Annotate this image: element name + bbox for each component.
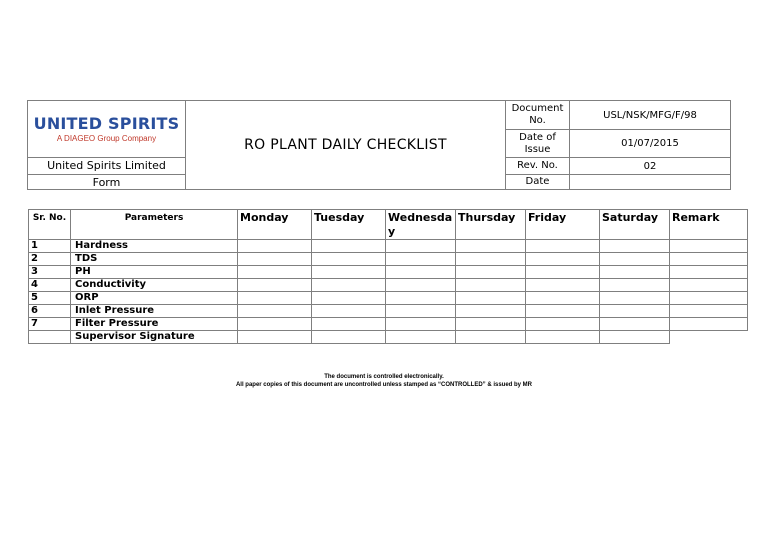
cell-monday[interactable] — [238, 240, 312, 253]
signature-cell-remark — [670, 331, 748, 344]
cell-thursday[interactable] — [456, 266, 526, 279]
cell-remark[interactable] — [670, 253, 748, 266]
row-sr-no: 4 — [29, 279, 71, 292]
table-row — [29, 240, 748, 253]
cell-wednesday[interactable] — [386, 318, 456, 331]
col-monday: Monday — [238, 210, 312, 240]
col-wednesday: Wednesday — [386, 210, 456, 240]
cell-monday[interactable] — [238, 253, 312, 266]
table-header-row — [29, 210, 748, 240]
row-sr-no: 7 — [29, 318, 71, 331]
cell-tuesday[interactable] — [312, 253, 386, 266]
signature-label: Supervisor Signature — [71, 331, 238, 344]
cell-remark[interactable] — [670, 305, 748, 318]
form-label: Form — [28, 174, 186, 189]
table-row — [29, 253, 748, 266]
cell-remark[interactable] — [670, 279, 748, 292]
signature-cell-wednesday[interactable] — [386, 331, 456, 344]
signature-cell-thursday[interactable] — [456, 331, 526, 344]
row-parameter: PH — [71, 266, 238, 279]
meta-label-date: Date — [506, 174, 570, 189]
cell-wednesday[interactable] — [386, 279, 456, 292]
col-saturday: Saturday — [600, 210, 670, 240]
cell-tuesday[interactable] — [312, 318, 386, 331]
cell-monday[interactable] — [238, 318, 312, 331]
cell-friday[interactable] — [526, 266, 600, 279]
row-parameter: Filter Pressure — [71, 318, 238, 331]
cell-friday[interactable] — [526, 292, 600, 305]
document-title: RO PLANT DAILY CHECKLIST — [186, 101, 506, 189]
cell-remark[interactable] — [670, 292, 748, 305]
table-row — [29, 266, 748, 279]
footer-note-1: The document is controlled electronically. — [324, 374, 444, 380]
row-sr-no: 1 — [29, 240, 71, 253]
row-parameter: Inlet Pressure — [71, 305, 238, 318]
meta-value-date[interactable] — [570, 174, 730, 189]
cell-wednesday[interactable] — [386, 240, 456, 253]
cell-friday[interactable] — [526, 279, 600, 292]
cell-wednesday[interactable] — [386, 266, 456, 279]
meta-label-date-of-issue: Date of Issue — [506, 129, 570, 157]
cell-friday[interactable] — [526, 305, 600, 318]
cell-friday[interactable] — [526, 253, 600, 266]
row-parameter: Conductivity — [71, 279, 238, 292]
signature-sr-blank — [29, 331, 71, 344]
meta-value-rev-no: 02 — [570, 157, 730, 174]
cell-remark[interactable] — [670, 240, 748, 253]
col-sr-no: Sr. No. — [29, 210, 71, 240]
col-tuesday: Tuesday — [312, 210, 386, 240]
cell-saturday[interactable] — [600, 305, 670, 318]
cell-saturday[interactable] — [600, 240, 670, 253]
row-sr-no: 2 — [29, 253, 71, 266]
col-friday: Friday — [526, 210, 600, 240]
cell-thursday[interactable] — [456, 305, 526, 318]
row-parameter: ORP — [71, 292, 238, 305]
cell-wednesday[interactable] — [386, 305, 456, 318]
signature-row — [29, 331, 748, 344]
col-remark: Remark — [670, 210, 748, 240]
logo-text: UNITED SPIRITS — [33, 113, 180, 133]
cell-saturday[interactable] — [600, 253, 670, 266]
signature-cell-tuesday[interactable] — [312, 331, 386, 344]
cell-monday[interactable] — [238, 266, 312, 279]
col-parameters: Parameters — [71, 210, 238, 240]
meta-value-document-no: USL/NSK/MFG/F/98 — [603, 109, 697, 121]
table-row — [29, 279, 748, 292]
row-sr-no: 5 — [29, 292, 71, 305]
meta-value-date-of-issue: 01/07/2015 — [570, 129, 730, 157]
cell-monday[interactable] — [238, 279, 312, 292]
cell-monday[interactable] — [238, 292, 312, 305]
meta-label-document-no: Document No. — [506, 101, 570, 129]
signature-cell-saturday[interactable] — [600, 331, 670, 344]
cell-tuesday[interactable] — [312, 266, 386, 279]
cell-thursday[interactable] — [456, 292, 526, 305]
signature-cell-monday[interactable] — [238, 331, 312, 344]
row-parameter: TDS — [71, 253, 238, 266]
signature-cell-friday[interactable] — [526, 331, 600, 344]
logo-subtext: A DIAGEO Group Company — [56, 133, 157, 143]
cell-thursday[interactable] — [456, 240, 526, 253]
cell-tuesday[interactable] — [312, 240, 386, 253]
cell-monday[interactable] — [238, 305, 312, 318]
footer-note-2: All paper copies of this document are uncontrolled unless stamped as “CONTROLLED” & issued by MR — [235, 382, 533, 388]
cell-saturday[interactable] — [600, 279, 670, 292]
table-row — [29, 292, 748, 305]
row-parameter: Hardness — [71, 240, 238, 253]
row-sr-no: 6 — [29, 305, 71, 318]
cell-remark[interactable] — [670, 266, 748, 279]
table-row — [29, 305, 748, 318]
cell-wednesday[interactable] — [386, 292, 456, 305]
cell-wednesday[interactable] — [386, 253, 456, 266]
checklist-table — [28, 209, 748, 344]
company-name: United Spirits Limited — [28, 157, 186, 174]
cell-tuesday[interactable] — [312, 292, 386, 305]
cell-remark[interactable] — [670, 318, 748, 331]
document-header — [27, 100, 731, 190]
cell-saturday[interactable] — [600, 266, 670, 279]
row-sr-no: 3 — [29, 266, 71, 279]
cell-friday[interactable] — [526, 318, 600, 331]
company-logo — [28, 101, 186, 157]
col-thursday: Thursday — [456, 210, 526, 240]
cell-saturday[interactable] — [600, 318, 670, 331]
cell-thursday[interactable] — [456, 279, 526, 292]
meta-label-rev-no: Rev. No. — [506, 157, 570, 174]
cell-thursday[interactable] — [456, 318, 526, 331]
cell-tuesday[interactable] — [312, 305, 386, 318]
cell-friday[interactable] — [526, 240, 600, 253]
table-row — [29, 318, 748, 331]
cell-tuesday[interactable] — [312, 279, 386, 292]
cell-saturday[interactable] — [600, 292, 670, 305]
cell-thursday[interactable] — [456, 253, 526, 266]
